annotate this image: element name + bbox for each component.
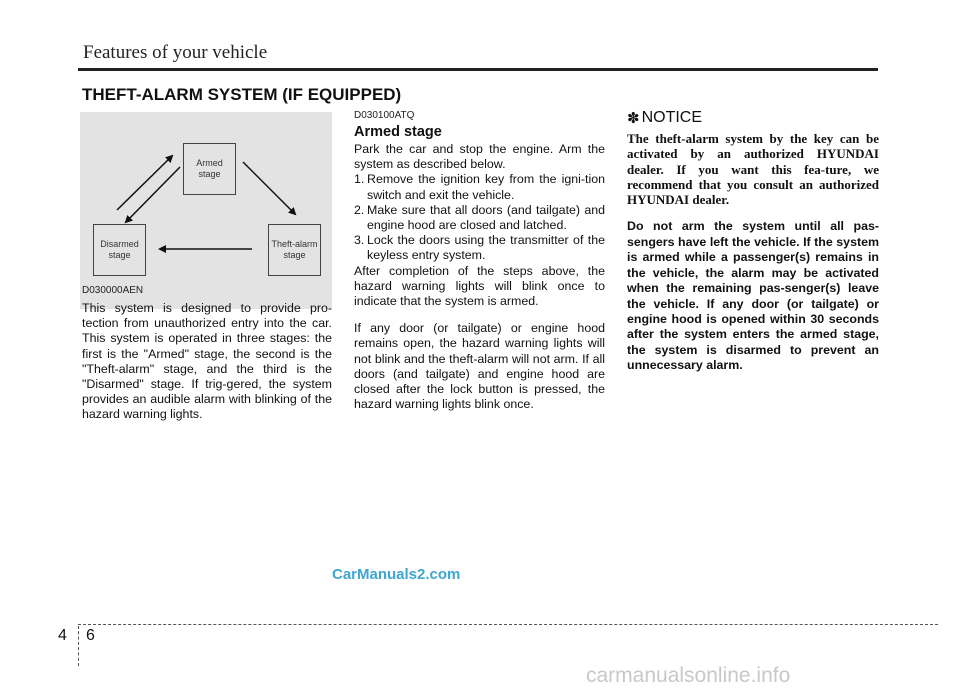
intro-column — [82, 285, 332, 423]
disarmed-stage-box: Disarmed stage — [93, 224, 146, 276]
armed-stage-paragraph: If any door (or tailgate) or engine hood remains open, the hazard warning lights will not blink and the theft-alarm will not arm. If all doors (and tailgate) and engine hood are closed after the lock button is pressed, the hazard warning lights blink once. — [354, 321, 605, 412]
notice-title-text: NOTICE — [641, 109, 703, 126]
footer-divider — [78, 626, 79, 666]
page-number: 6 — [86, 627, 95, 644]
theft-alarm-stage-box: Theft-alarm stage — [268, 224, 321, 276]
list-item — [354, 172, 605, 202]
armed-stage-after: After completion of the steps above, the hazard warning lights will blink once to indicate that the system is armed. — [354, 263, 605, 309]
section-code: D030000AEN — [82, 285, 144, 296]
header-rule — [78, 68, 878, 71]
step-number: 1. — [354, 172, 365, 187]
step-text: Lock the doors using the transmitter of the keyless entry system. — [367, 233, 605, 263]
notice-title — [627, 109, 879, 127]
armed-stage-intro: Park the car and stop the engine. Arm the system as described below. — [354, 142, 605, 172]
intro-paragraph: This system is designed to provide pro-tection from unauthorized entry into the car. This system is operated in three stages: the first is the "Armed" stage, the second is the "Theft-alarm" stage, and the third is the "Disarmed" stage. If trig-gered, the system provides an audible alarm with blinking of the hazard warning lights. — [82, 301, 332, 422]
armed-stage-heading: Armed stage — [354, 124, 442, 140]
armed-stage-box: Armed stage — [183, 143, 236, 195]
watermark-link[interactable]: CarManuals2.com — [332, 566, 461, 583]
arrow-armed-to-theft — [243, 162, 295, 214]
stage-diagram — [80, 112, 332, 309]
notice-dealer-text: The theft-alarm system by the key can be activated by an authorized HYUNDAI dealer. If you want this fea-ture, we recommend that you consult an authorized HYUNDAI dealer. — [627, 131, 879, 208]
notice-column — [627, 109, 879, 374]
chapter-number: 4 — [58, 627, 67, 644]
step-text: Make sure that all doors (and tailgate) and engine hood are closed and latched. — [367, 202, 605, 233]
stage-arrows — [80, 112, 332, 309]
list-item — [354, 233, 605, 263]
armed-stage-column — [354, 110, 605, 412]
header-title: Features of your vehicle — [83, 42, 268, 63]
section-title: THEFT-ALARM SYSTEM (IF EQUIPPED) — [82, 85, 402, 104]
footer-rule — [78, 624, 938, 625]
step-number: 3. — [354, 233, 365, 248]
site-footer-watermark[interactable]: carmanualsonline.info — [586, 664, 791, 687]
list-item — [354, 203, 605, 233]
step-text: Remove the ignition key from the igni-tion switch and exit the vehicle. — [367, 172, 605, 202]
armed-stage-code: D030100ATQ — [354, 110, 415, 121]
notice-warning-text: Do not arm the system until all pas-sengers have left the vehicle. If the system is armed while a passenger(s) remains in the vehicle, the alarm may be activated when the remaining pas-senger(s) leave the vehicle. If any door (or tailgate) or engine hood is opened within 30 seconds after the system enters the armed stage, the system is disarmed to prevent an unnecessary alarm. — [627, 219, 879, 373]
step-number: 2. — [354, 202, 365, 217]
notice-star-icon: ✽ — [627, 110, 640, 127]
